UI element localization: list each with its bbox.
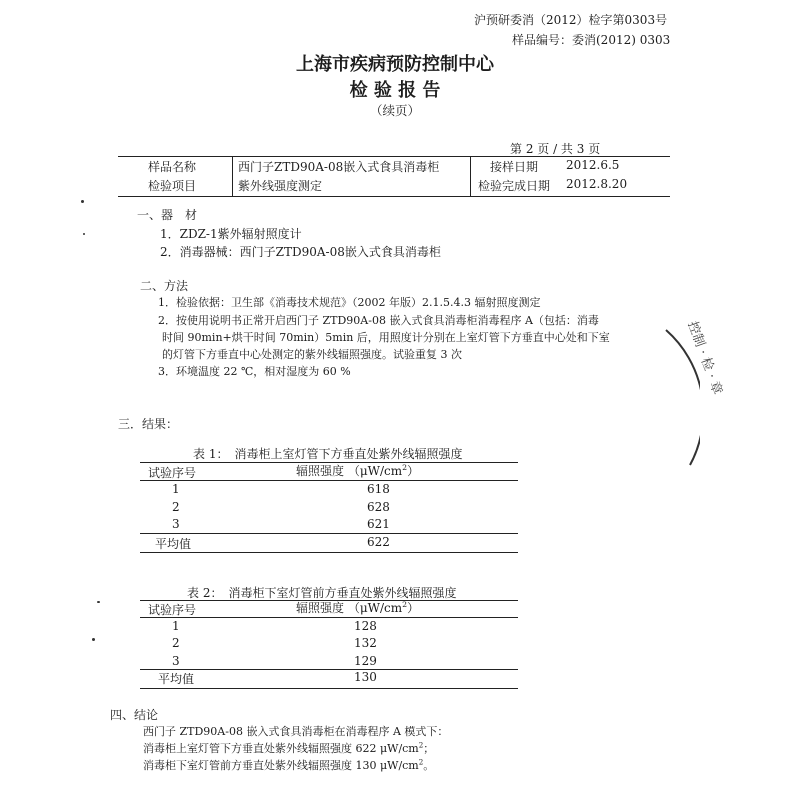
scan-speck xyxy=(83,233,85,235)
equipment-item-2: 2．消毒器械：西门子ZTD90A-08嵌入式食具消毒柜 xyxy=(160,245,441,259)
method-item-2-line-1: 2．按使用说明书正常开启西门子 ZTD90A-08 嵌入式食具消毒柜消毒程序 A（包括：消毒 xyxy=(158,314,599,327)
sample-number: 样品编号：委消(2012) 0303 xyxy=(512,33,671,47)
scan-speck xyxy=(97,601,100,603)
section-results-heading: 三．结果： xyxy=(118,417,179,431)
section-conclusion-heading: 四、结论 xyxy=(110,708,159,722)
table-2-col-seq: 试验序号 xyxy=(148,603,197,617)
equipment-item-1: 1．ZDZ-1紫外辐射照度计 xyxy=(160,227,302,241)
scan-speck xyxy=(92,638,95,641)
table-cell: 618 xyxy=(367,482,390,496)
stamp-text: 控制 · 检 · 章 xyxy=(684,319,725,397)
section-method-heading: 二、方法 xyxy=(140,279,189,293)
table-row: 2 xyxy=(172,500,180,514)
test-item-value: 紫外线强度测定 xyxy=(238,179,323,193)
org-title: 上海市疾病预防控制中心 xyxy=(296,54,494,75)
conclusion-line-2: 消毒柜上室灯管下方垂直处紫外线辐照强度 622 $\mu W/cm^2$； xyxy=(143,740,435,755)
table-cell: 628 xyxy=(367,500,390,514)
table-1-col-seq: 试验序号 xyxy=(148,466,197,480)
table-1-col-intensity: 辐照强度 $(\mu W/cm^2)$ xyxy=(296,463,420,478)
section-equipment-heading: 一、器 材 xyxy=(137,208,198,222)
table-2-caption: 表 2： 消毒柜下室灯管前方垂直处紫外线辐照强度 xyxy=(187,586,457,600)
method-item-2-line-3: 的灯管下方垂直中心处测定的紫外线辐照强度。试验重复 3 次 xyxy=(162,348,462,361)
table-1-caption: 表 1： 消毒柜上室灯管下方垂直处紫外线辐照强度 xyxy=(193,447,463,461)
sample-name-label: 样品名称 xyxy=(148,160,197,174)
table-row: 3 xyxy=(172,654,180,668)
table-cell: 621 xyxy=(367,517,390,531)
conclusion-line-3: 消毒柜下室灯管前方垂直处紫外线辐照强度 130 $\mu W/cm^2$。 xyxy=(143,757,435,772)
complete-date-value: 2012.8.20 xyxy=(566,177,628,191)
conclusion-line-1: 西门子 ZTD90A-08 嵌入式食具消毒柜在消毒程序 A 模式下： xyxy=(143,725,449,738)
test-item-label: 检验项目 xyxy=(148,179,197,193)
table-cell: 132 xyxy=(354,636,377,650)
method-item-1: 1．检验依据：卫生部《消毒技术规范》（2002 年版）2.1.5.4.3 辐射照度测定 xyxy=(158,296,541,309)
complete-date-label: 检验完成日期 xyxy=(478,179,551,193)
table-2-avg-value: 130 xyxy=(354,670,377,684)
continued-label: （续页） xyxy=(369,103,420,118)
sample-name-value: 西门子ZTD90A-08嵌入式食具消毒柜 xyxy=(238,160,440,174)
table-cell: 129 xyxy=(354,654,377,668)
table-row: 1 xyxy=(172,482,180,496)
table-cell: 128 xyxy=(354,619,377,633)
receive-date-value: 2012.6.5 xyxy=(566,158,620,172)
table-row: 2 xyxy=(172,636,180,650)
method-item-2-line-2: 时间 90min+烘干时间 70min）5min 后，用照度计分别在上室灯管下方垂直中心处和下室 xyxy=(162,331,610,344)
report-title: 检 验 报 告 xyxy=(349,80,441,101)
table-row: 3 xyxy=(172,517,180,531)
method-item-3: 3．环境温度 22 ℃，相对湿度为 60 % xyxy=(158,365,351,378)
page-info: 第 2 页 / 共 3 页 xyxy=(510,142,601,156)
scan-speck xyxy=(81,200,84,203)
table-2-avg-label: 平均值 xyxy=(158,672,195,686)
report-ref-number: 沪预研委消（2012）检字第0303号 xyxy=(474,13,668,27)
table-1-avg-value: 622 xyxy=(367,535,390,549)
receive-date-label: 接样日期 xyxy=(490,160,539,174)
table-2-col-intensity: 辐照强度 $(\mu W/cm^2)$ xyxy=(296,600,420,615)
table-row: 1 xyxy=(172,619,180,633)
table-1-avg-label: 平均值 xyxy=(155,537,192,551)
